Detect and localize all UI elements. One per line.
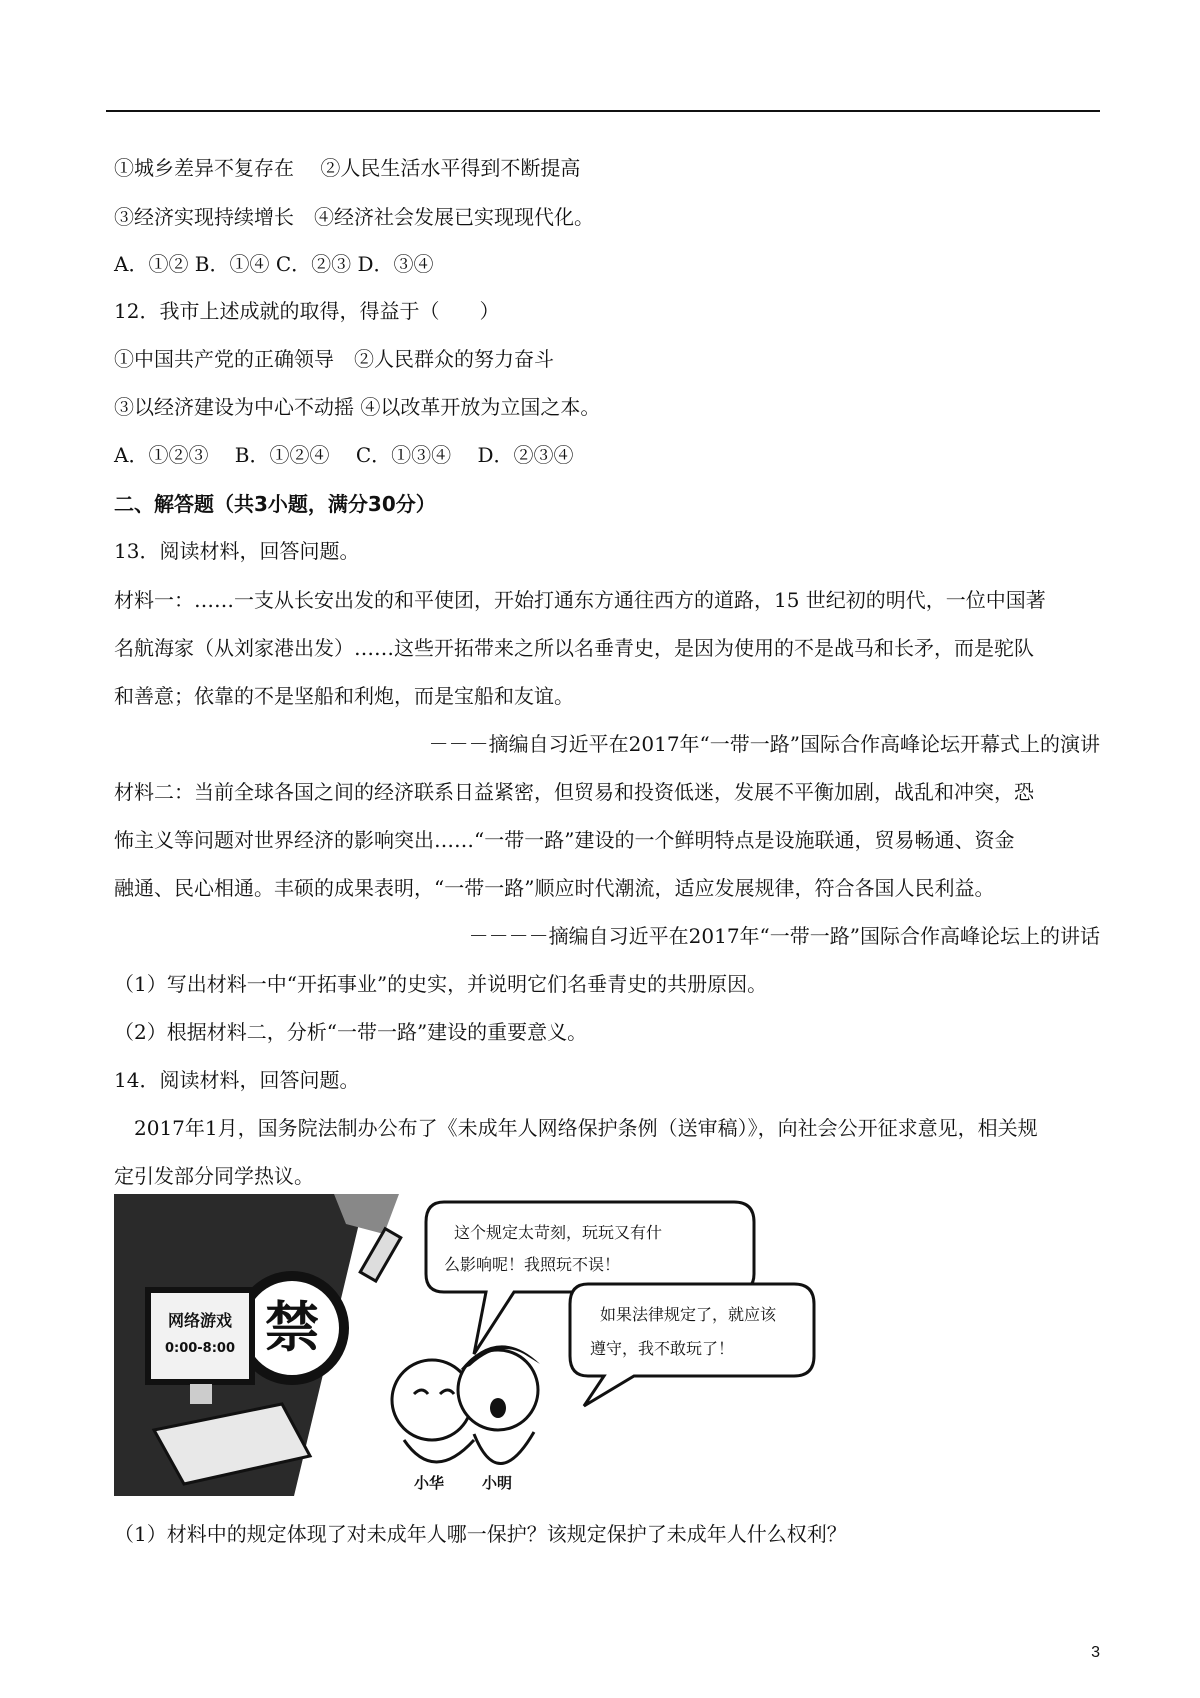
answer-choices-11: A．①② B．①④ C．②③ D．③④	[114, 252, 434, 276]
monitor	[148, 1290, 252, 1382]
sub-question-13-2: （2）根据材料二，分析“一带一路”建设的重要意义。	[114, 1020, 588, 1044]
material-two-line-2: 怖主义等问题对世界经济的影响突出……“一带一路”建设的一个鲜明特点是设施联通，贸易畅通、资金	[114, 828, 1015, 852]
material-one-line-1: 材料一：……一支从长安出发的和平使团，开始打通东方通往西方的道路，15 世纪初的明代，一位中国著	[114, 588, 1046, 612]
answer-choices-12: A．①②③ B．①②④ C．①③④ D．②③④	[114, 443, 574, 467]
option-line-3: ①中国共产党的正确领导 ②人民群众的努力奋斗	[114, 347, 554, 371]
sub-question-13-1: （1）写出材料一中“开拓事业”的史实，并说明它们名垂青史的共册原因。	[114, 972, 768, 996]
material-14-line-1: 2017年1月，国务院法制办公布了《未成年人网络保护条例（送审稿）》，向社会公开征求意见，相关规	[114, 1116, 1038, 1140]
sub-question-14-1: （1）材料中的规定体现了对未成年人哪一保护？该规定保护了未成年人什么权利？	[114, 1522, 847, 1546]
option-line-2: ③经济实现持续增长 ④经济社会发展已实现现代化。	[114, 205, 594, 229]
name-xiaoming: 小明	[482, 1474, 513, 1492]
monitor-stand	[190, 1384, 212, 1404]
bubble-right-line-2: 遵守，我不敢玩了！	[590, 1339, 735, 1358]
option-line-1: ①城乡差异不复存在 ②人民生活水平得到不断提高	[114, 156, 581, 180]
material-two-line-1: 材料二：当前全球各国之间的经济联系日益紧密，但贸易和投资低迷，发展不平衡加剧，战乱和冲突，恐	[114, 780, 1034, 804]
xiaoming-mouth	[490, 1398, 506, 1418]
option-line-4: ③以经济建设为中心不动摇 ④以改革开放为立国之本。	[114, 395, 601, 419]
material-two-line-3: 融通、民心相通。丰硕的成果表明，“一带一路”顺应时代潮流，适应发展规律，符合各国人民利益。	[114, 876, 995, 900]
material-two-source: －－－－摘编自习近平在2017年“一带一路”国际合作高峰论坛上的讲话	[468, 924, 1100, 948]
bubble-left-line-2: 么影响呢！我照玩不误！	[444, 1255, 621, 1274]
bubble-right-line-1: 如果法律规定了，就应该	[600, 1305, 777, 1324]
section-heading: 二、解答题（共3小题，满分30分）	[114, 492, 436, 516]
name-xiaohua: 小华	[414, 1474, 445, 1492]
question-13: 13．阅读材料，回答问题。	[114, 539, 360, 563]
screen-time: 0:00-8:00	[164, 1341, 236, 1356]
ban-character: 禁	[265, 1296, 319, 1359]
header-rule	[106, 110, 1100, 112]
question-12: 12．我市上述成就的取得，得益于（ ）	[114, 299, 500, 323]
screen-title: 网络游戏	[167, 1311, 233, 1330]
material-one-line-3: 和善意；依靠的不是坚船和利炮，而是宝船和友谊。	[114, 684, 574, 708]
bubble-left-line-1: 这个规定太苛刻，玩玩又有什	[454, 1223, 663, 1242]
material-one-source: －－－摘编自习近平在2017年“一带一路”国际合作高峰论坛开幕式上的演讲	[428, 732, 1100, 756]
cartoon-illustration	[114, 1194, 862, 1496]
question-14: 14．阅读材料，回答问题。	[114, 1068, 360, 1092]
material-14-line-2: 定引发部分同学热议。	[114, 1164, 314, 1188]
sign-handle	[360, 1229, 401, 1281]
material-one-line-2: 名航海家（从刘家港出发）……这些开拓带来之所以名垂青史，是因为使用的不是战马和长矛，而是驼队	[114, 636, 1034, 660]
page-number: 3	[1091, 1644, 1100, 1661]
